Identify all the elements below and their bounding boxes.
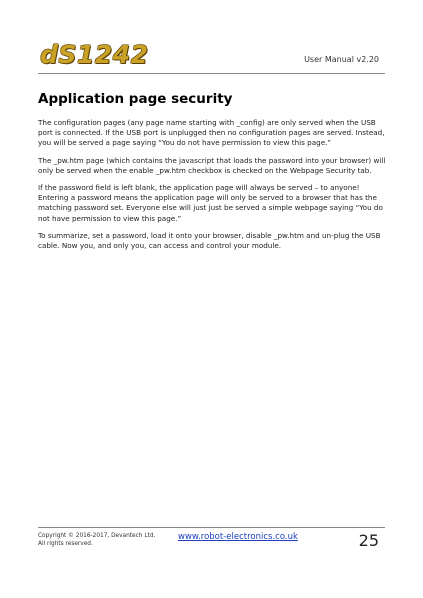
product-logo: dS1242 xyxy=(40,40,149,69)
paragraph-password-field: If the password field is left blank, the application page will always be served – to anyone! Entering a password means the application page will only be served to a browser that has the matching password set. Everyone else will just just be served a simple webpage saying “You do not have permission to view this page.” xyxy=(38,183,383,223)
page-number: 25 xyxy=(358,531,379,550)
section-title: Application page security xyxy=(38,91,233,107)
header-divider xyxy=(38,73,385,74)
paragraph-summary: To summarize, set a password, load it onto your browser, disable _pw.htm and un-plug the USB cable. Now you, and only you, can access and control your module. xyxy=(38,230,381,251)
paragraph-pw-page: The _pw.htm page (which contains the javascript that loads the password into your browser) will only be served when the enable _pw.htm checkbox is checked on the Webpage Security tab. xyxy=(38,155,386,175)
copyright-line: Copyright © 2016-2017, Devantech Ltd. xyxy=(38,533,156,539)
paragraph-config-pages: The configuration pages (any page name starting with _config) are only served when the USB port is connected. If the USB port is unplugged then no configuration pages are served. Instead, you will be served a page saying “You do not have permission to view this page.” xyxy=(38,118,385,148)
footer-divider xyxy=(38,527,385,528)
copyright-notice xyxy=(38,532,155,548)
website-link[interactable]: www.robot-electronics.co.uk xyxy=(178,532,298,542)
manual-version: User Manual v2.20 xyxy=(304,55,379,64)
section-body xyxy=(38,118,386,258)
rights-line: All rights reserved. xyxy=(38,541,93,547)
